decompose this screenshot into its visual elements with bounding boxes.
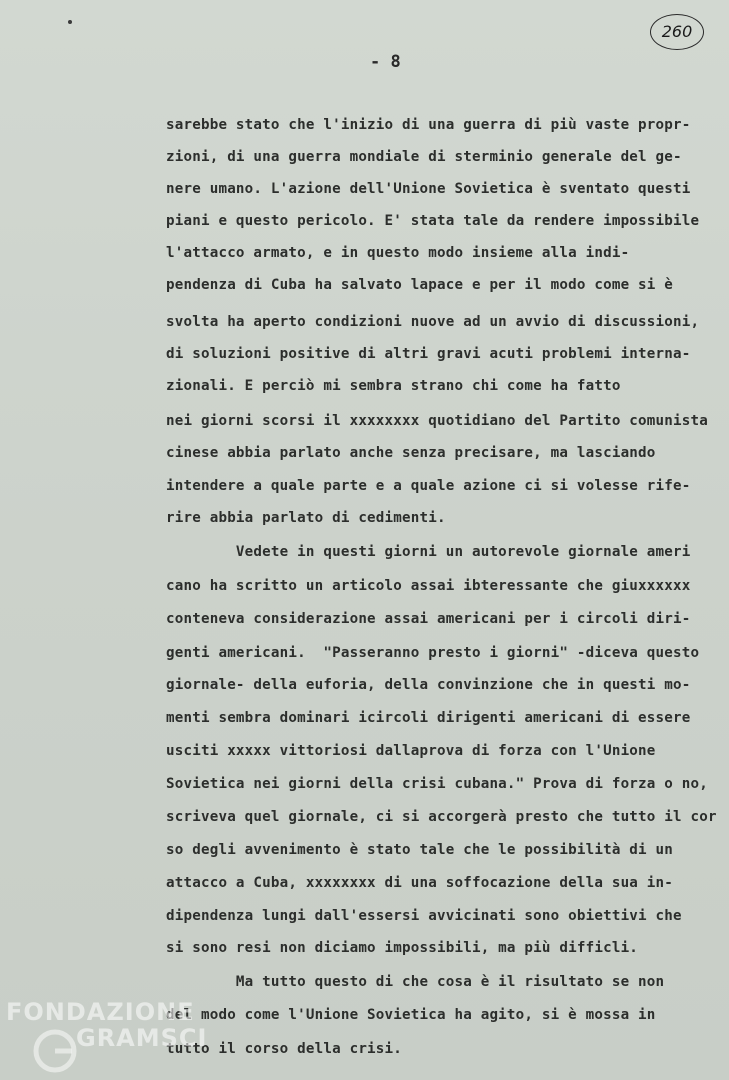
- text-line: zionali. E perciò mi sembra strano chi come ha fatto: [166, 378, 621, 394]
- text-line: genti americani. "Passeranno presto i giorni" -diceva questo: [166, 645, 700, 661]
- text-line: cano ha scritto un articolo assai ibteressante che giuxxxxxx: [166, 578, 691, 594]
- watermark-line2: GRAMSCI: [76, 1024, 208, 1052]
- text-line: zioni, di una guerra mondiale di sterminio generale del ge-: [166, 149, 682, 165]
- text-line: rire abbia parlato di cedimenti.: [166, 510, 446, 526]
- text-line: di soluzioni positive di altri gravi acuti problemi interna-: [166, 346, 691, 362]
- fondazione-gramsci-watermark: [6, 998, 208, 1078]
- text-line: so degli avvenimento è stato tale che le possibilità di un: [166, 842, 674, 858]
- watermark-line1: FONDAZIONE: [6, 998, 195, 1026]
- text-line: nei giorni scorsi il xxxxxxxx quotidiano del Partito comunista: [166, 413, 708, 429]
- text-line: sarebbe stato che l'inizio di una guerra di più vaste propr-: [166, 117, 691, 133]
- text-line: tutto il corso della crisi.: [166, 1041, 403, 1057]
- text-line: usciti xxxxx vittoriosi dallaprova di forza con l'Unione: [166, 743, 656, 759]
- text-line: giornale- della euforia, della convinzione che in questi mo-: [166, 677, 691, 693]
- text-line: svolta ha aperto condizioni nuove ad un avvio di discussioni,: [166, 314, 700, 330]
- text-line: Vedete in questi giorni un autorevole giornale ameri: [166, 544, 691, 560]
- text-line: pendenza di Cuba ha salvato lapace e per il modo come si è: [166, 277, 674, 293]
- text-line: piani e questo pericolo. E' stata tale da rendere impossibile: [166, 213, 700, 229]
- text-line: attacco a Cuba, xxxxxxxx di una soffocazione della sua in-: [166, 875, 674, 891]
- text-line: dipendenza lungi dall'essersi avvicinati sono obiettivi che: [166, 908, 682, 924]
- text-line: Sovietica nei giorni della crisi cubana." Prova di forza o no,: [166, 776, 708, 792]
- text-line: menti sembra dominari icircoli dirigenti americani di essere: [166, 710, 691, 726]
- gramsci-logo-icon: [32, 1028, 78, 1074]
- text-line: nere umano. L'azione dell'Unione Sovietica è sventato questi: [166, 181, 691, 197]
- text-line: conteneva considerazione assai americani per i circoli diri-: [166, 611, 691, 627]
- text-line: scriveva quel giornale, ci si accorgerà presto che tutto il cor: [166, 809, 717, 825]
- text-line: Ma tutto questo di che cosa è il risultato se non: [166, 974, 665, 990]
- text-line: intendere a quale parte e a quale azione ci si volesse rife-: [166, 478, 691, 494]
- text-line: si sono resi non diciamo impossibili, ma più difficli.: [166, 940, 639, 956]
- page-number: - 8: [370, 52, 401, 72]
- archive-number-stamp: 260: [650, 14, 704, 50]
- text-line: del modo come l'Unione Sovietica ha agito, si è mossa in: [166, 1007, 656, 1023]
- text-line: l'attacco armato, e in questo modo insieme alla indi-: [166, 245, 630, 261]
- text-line: cinese abbia parlato anche senza precisare, ma lasciando: [166, 445, 656, 461]
